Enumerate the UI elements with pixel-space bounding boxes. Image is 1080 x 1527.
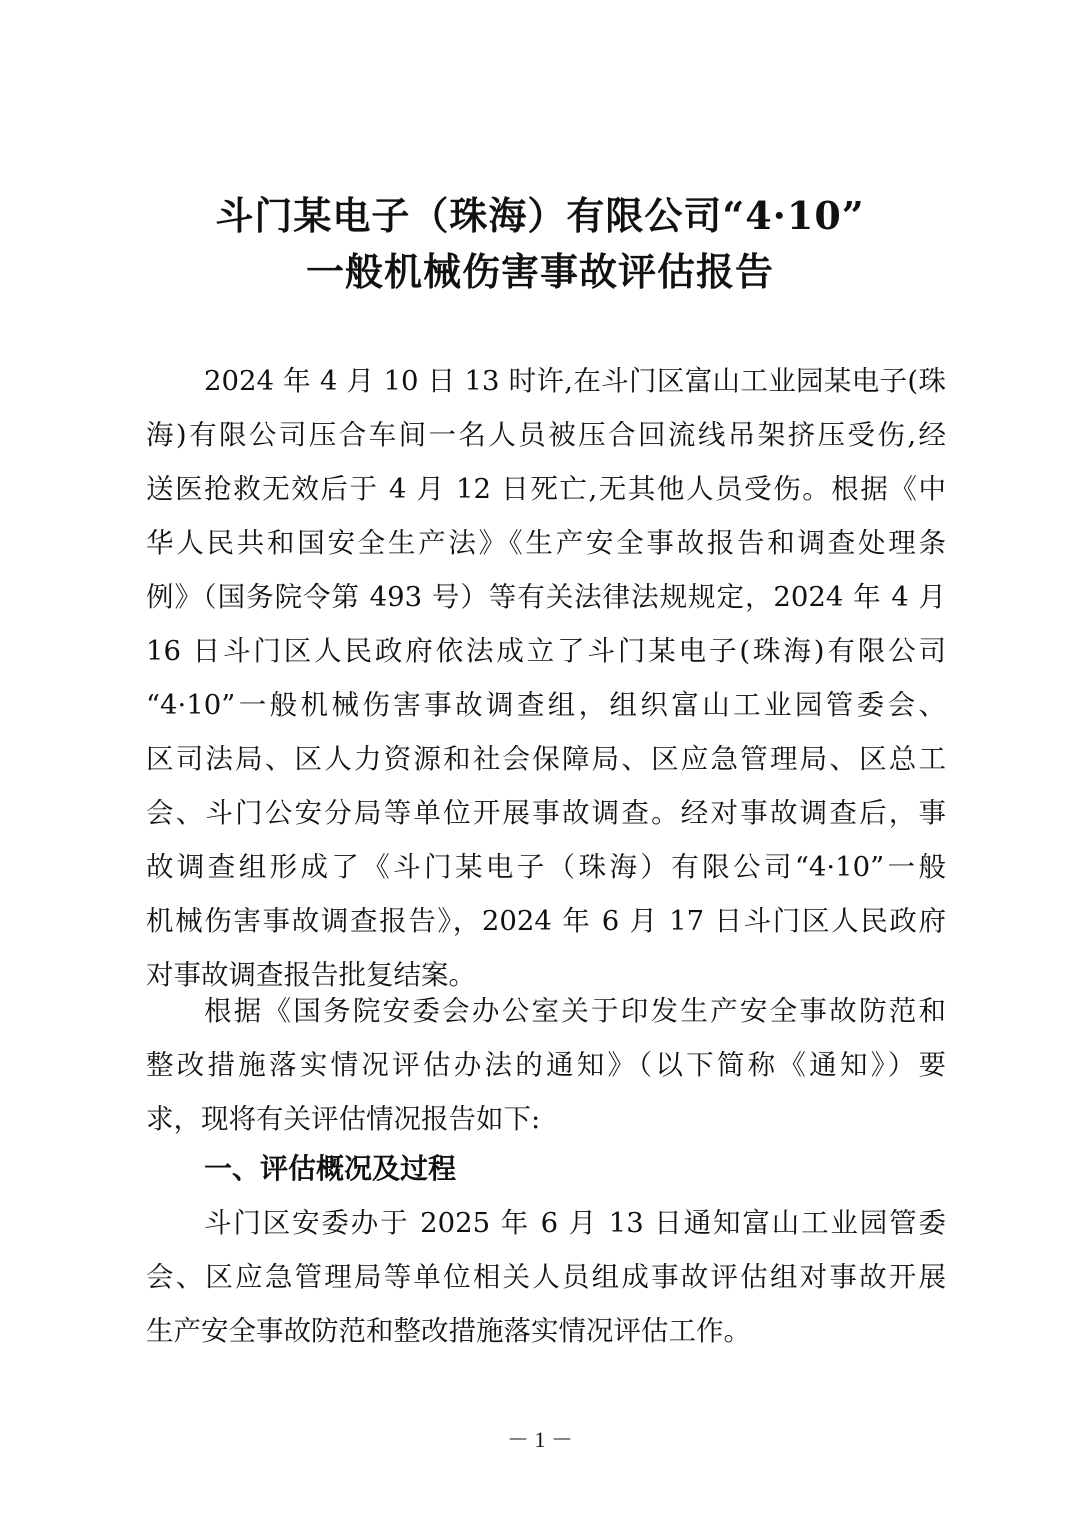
paragraph-line: 区司法局、区人力资源和社会保障局、区应急管理局、区总工 bbox=[146, 743, 946, 775]
paragraph-line: 求，现将有关评估情况报告如下: bbox=[146, 1103, 541, 1135]
page-number: － 1 － bbox=[506, 1427, 573, 1452]
paragraph-2 bbox=[146, 984, 946, 1146]
paragraph-line: 整改措施落实情况评估办法的通知》（以下简称《通知》）要 bbox=[146, 1049, 946, 1081]
paragraph-line: 故调查组形成了《斗门某电子（珠海）有限公司“4·10”一般 bbox=[146, 851, 946, 883]
paragraph-line: 海)有限公司压合车间一名人员被压合回流线吊架挤压受伤,经 bbox=[146, 419, 946, 451]
document-title-line-2: 一般机械伤害事故评估报告 bbox=[305, 249, 774, 294]
paragraph-line: 根据《国务院安委会办公室关于印发生产安全事故防范和 bbox=[204, 995, 946, 1027]
paragraph-line: 对事故调查报告批复结案。 bbox=[146, 959, 476, 991]
paragraph-line: 会、斗门公安分局等单位开展事故调查。经对事故调查后，事 bbox=[146, 797, 946, 829]
paragraph-line: 会、区应急管理局等单位相关人员组成事故评估组对事故开展 bbox=[146, 1261, 946, 1293]
paragraph-line: 16 日斗门区人民政府依法成立了斗门某电子(珠海)有限公司 bbox=[146, 635, 946, 667]
paragraph-1 bbox=[146, 354, 946, 1002]
section-heading: 一、评估概况及过程 bbox=[204, 1152, 457, 1185]
paragraph-3 bbox=[146, 1196, 946, 1358]
paragraph-line: 斗门区安委办于 2025 年 6 月 13 日通知富山工业园管委 bbox=[204, 1207, 946, 1239]
paragraph-line: 送医抢救无效后于 4 月 12 日死亡,无其他人员受伤。根据《中 bbox=[146, 473, 946, 505]
document-title-line-1: 斗门某电子（珠海）有限公司“4·10” bbox=[215, 193, 865, 238]
paragraph-line: 2024 年 4 月 10 日 13 时许,在斗门区富山工业园某电子(珠 bbox=[204, 365, 946, 397]
paragraph-line: 机械伤害事故调查报告》，2024 年 6 月 17 日斗门区人民政府 bbox=[146, 905, 946, 937]
paragraph-line: 华人民共和国安全生产法》《生产安全事故报告和调查处理条 bbox=[146, 527, 946, 559]
paragraph-line: 生产安全事故防范和整改措施落实情况评估工作。 bbox=[146, 1315, 751, 1347]
paragraph-line: “4·10”一般机械伤害事故调查组，组织富山工业园管委会、 bbox=[146, 689, 946, 721]
paragraph-line: 例》（国务院令第 493 号）等有关法律法规规定，2024 年 4 月 bbox=[146, 581, 946, 613]
